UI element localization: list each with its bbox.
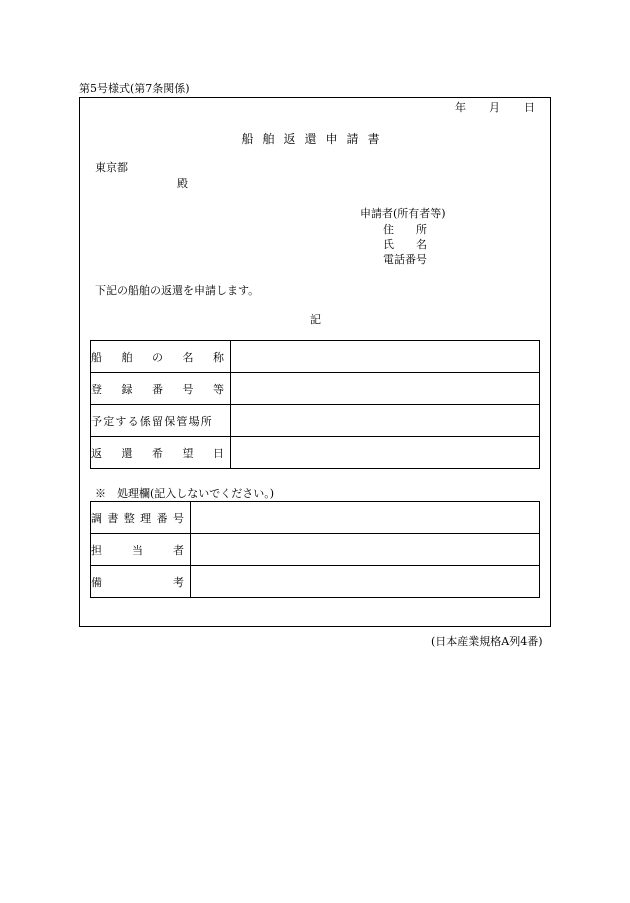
table-row <box>91 437 540 469</box>
office-use-note: ※ 処理欄(記入しないでください。) <box>95 487 275 500</box>
field-label <box>91 341 231 373</box>
applicant-name-label: 氏 名 <box>383 238 427 251</box>
registration-number-label: 登 録 番 号 等 <box>91 382 224 396</box>
paper-size-note: (日本産業規格A列4番) <box>431 635 543 648</box>
field-label <box>91 373 231 405</box>
ship-name-field[interactable] <box>231 341 540 373</box>
date-year: 年 <box>455 101 466 114</box>
person-in-charge-label: 担 当 者 <box>91 543 184 557</box>
date-day: 日 <box>524 101 535 114</box>
registration-number-field[interactable] <box>231 373 540 405</box>
field-label <box>91 405 231 437</box>
intro-text: 下記の船舶の返還を申請します。 <box>95 284 260 297</box>
application-table <box>90 340 540 469</box>
record-number-label: 調 書 整 理 番 号 <box>91 511 184 525</box>
applicant-address-label: 住 所 <box>383 223 427 236</box>
field-label <box>91 437 231 469</box>
office-label <box>91 502 191 534</box>
office-use-table <box>90 501 540 598</box>
mooring-location-label: 予定する係留保管場所 <box>91 414 213 428</box>
person-in-charge-field[interactable] <box>191 534 540 566</box>
applicant-phone-label: 電話番号 <box>383 253 427 266</box>
return-date-label: 返 還 希 望 日 <box>91 446 224 460</box>
remarks-field[interactable] <box>191 566 540 598</box>
date-month: 月 <box>489 101 500 114</box>
ki-text: 記 <box>310 313 321 326</box>
mooring-location-field[interactable] <box>231 405 540 437</box>
honorific: 殿 <box>177 177 188 190</box>
record-number-field[interactable] <box>191 502 540 534</box>
table-row <box>91 373 540 405</box>
addressee: 東京都 <box>95 161 128 174</box>
table-row <box>91 534 540 566</box>
table-row <box>91 502 540 534</box>
table-row <box>91 405 540 437</box>
remarks-label: 備 考 <box>91 575 184 589</box>
form-number: 第5号様式(第7条関係) <box>79 82 190 95</box>
table-row <box>91 341 540 373</box>
table-row <box>91 566 540 598</box>
office-label <box>91 534 191 566</box>
office-label <box>91 566 191 598</box>
ship-name-label: 船 舶 の 名 称 <box>91 350 224 364</box>
return-date-field[interactable] <box>231 437 540 469</box>
form-title: 船舶返還申請書 <box>241 132 389 146</box>
applicant-heading: 申請者(所有者等) <box>360 207 446 220</box>
